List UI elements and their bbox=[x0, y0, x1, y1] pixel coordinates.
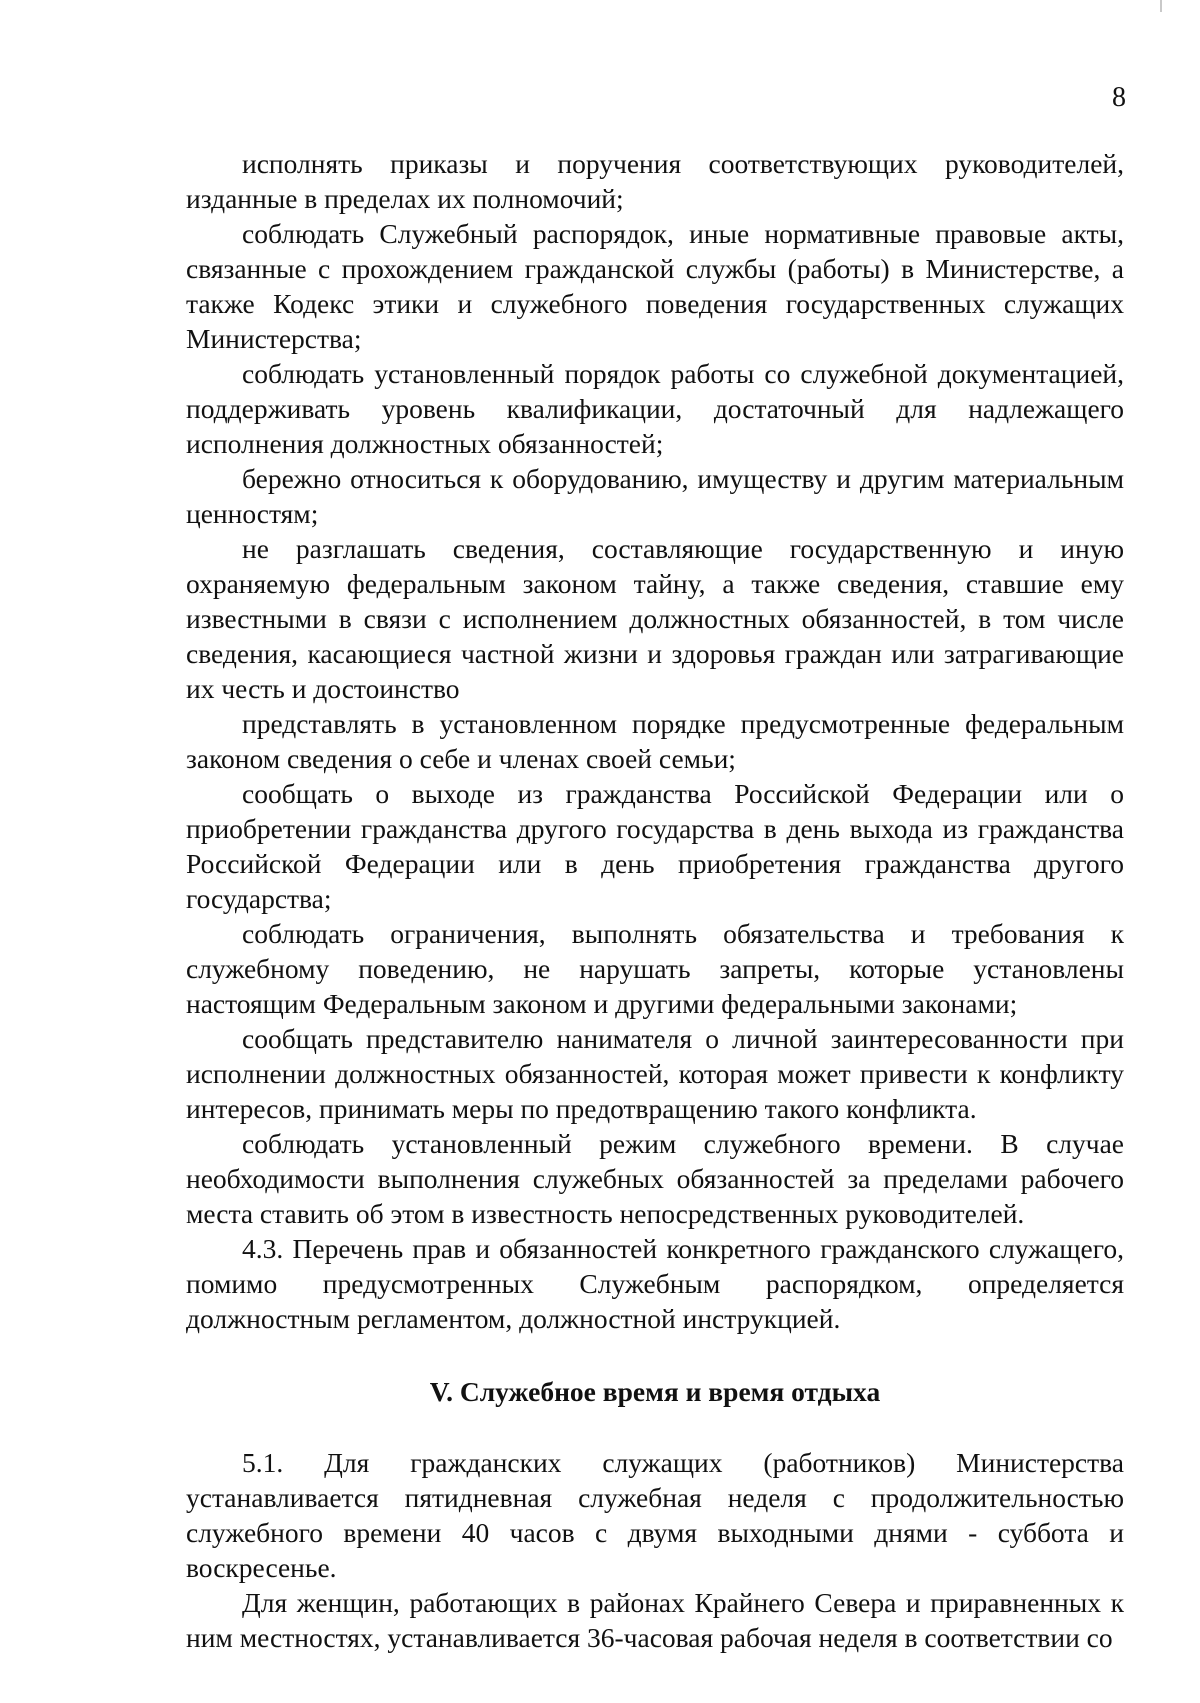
paragraph-conflict-of-interest: сообщать представителю нанимателя о личной заинтересованности при исполнении должностных обязанностей, которая может привести к конфликту интересов, принимать меры по предотвращению такого конфликта. bbox=[186, 1023, 1124, 1124]
paragraph-personal-information: представлять в установленном порядке предусмотренные федеральным законом сведения о себе и членах своей семьи; bbox=[186, 708, 1124, 774]
paragraph-restrictions: соблюдать ограничения, выполнять обязательства и требования к служебному поведению, не нарушать запреты, которые установлены настоящим Федеральным законом и другими федеральными законами; bbox=[186, 918, 1124, 1019]
paragraph-execute-orders: исполнять приказы и поручения соответствующих руководителей, изданные в пределах их полномочий; bbox=[186, 148, 1124, 214]
document-body bbox=[186, 146, 1124, 1655]
paragraph-clause-5-1: 5.1. Для гражданских служащих (работников) Министерства устанавливается пятидневная служебная неделя с продолжительностью служебного времени 40 часов с двумя выходными днями - суббота и воскресенье. bbox=[186, 1447, 1124, 1583]
paragraph-non-disclosure: не разглашать сведения, составляющие государственную и иную охраняемую федеральным законом тайну, а также сведения, ставшие ему известными в связи с исполнением должностных обязанностей, в том числе сведения, касающиеся частной жизни и здоровья граждан или затрагивающие их честь и достоинство bbox=[186, 533, 1124, 704]
paragraph-service-regulations: соблюдать Служебный распорядок, иные нормативные правовые акты, связанные с прохождением гражданской службы (работы) в Министерстве, а также Кодекс этики и служебного поведения государственных служащих Министерства; bbox=[186, 218, 1124, 354]
section-heading: V. Служебное время и время отдыха bbox=[429, 1376, 881, 1407]
page-number: 8 bbox=[1112, 82, 1126, 113]
paragraph-clause-4-3: 4.3. Перечень прав и обязанностей конкретного гражданского служащего, помимо предусмотренных Служебным распорядком, определяется должностным регламентом, должностной инструкцией. bbox=[186, 1233, 1124, 1334]
paragraph-working-hours: соблюдать установленный режим служебного времени. В случае необходимости выполнения служебных обязанностей за пределами рабочего места ставить об этом в известность непосредственных руководителей. bbox=[186, 1128, 1124, 1229]
paragraph-women-far-north: Для женщин, работающих в районах Крайнего Севера и приравненных к ним местностях, устанавливается 36-часовая рабочая неделя в соответствии со bbox=[186, 1587, 1124, 1653]
paragraph-citizenship: сообщать о выходе из гражданства Российской Федерации или о приобретении гражданства другого государства в день выхода из гражданства Российской Федерации или в день приобретения гражданства другого государства; bbox=[186, 778, 1124, 914]
scan-artifact bbox=[1160, 0, 1162, 12]
paragraph-care-of-property: бережно относиться к оборудованию, имуществу и другим материальным ценностям; bbox=[186, 463, 1124, 529]
paragraph-documentation-order: соблюдать установленный порядок работы со служебной документацией, поддерживать уровень квалификации, достаточный для надлежащего исполнения должностных обязанностей; bbox=[186, 358, 1124, 459]
